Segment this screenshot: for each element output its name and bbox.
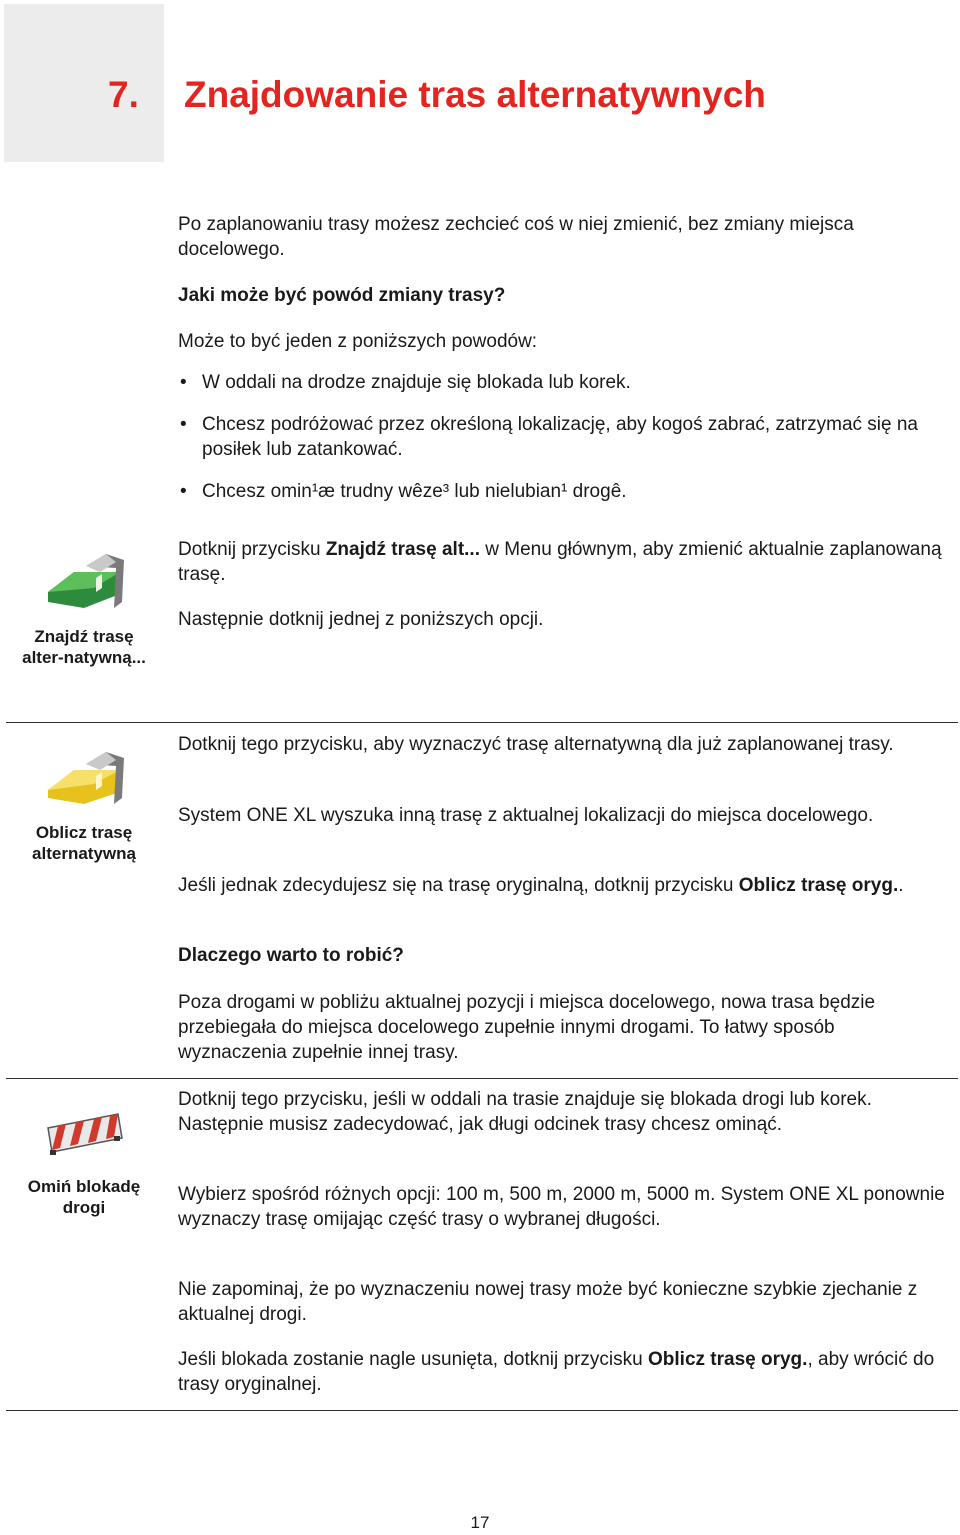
original-route-button-ref: Oblicz trasę oryg. bbox=[648, 1349, 808, 1370]
find-alternative-caption: Znajdź trasę alter-natywną... bbox=[22, 627, 146, 667]
block-paragraph-4 bbox=[178, 1347, 948, 1397]
bullet-dot: • bbox=[180, 414, 187, 435]
chapter-title-text: Znajdowanie tras alternatywnych bbox=[184, 74, 766, 115]
calc-paragraph-4: Poza drogami w pobliżu aktualnej pozycji i miejsca docelowego, nowa trasa będzie przebiegała do miejsca docelowego zupełnie innymi drogami. To łatwy sposób wyznaczenia zupełnie innej trasy. bbox=[178, 992, 876, 1063]
find-paragraph-1 bbox=[178, 537, 948, 587]
bullet-text: Chcesz podróżować przez określoną lokalizację, aby kogoś zabrać, zatrzymać się na posiłek lub zatankować. bbox=[202, 414, 918, 460]
block-paragraph-2: Wybierz spośród różnych opcji: 100 m, 500 m, 2000 m, 5000 m. System ONE XL ponownie wyznaczy trasę omijając część trasy o wybranej długości. bbox=[178, 1184, 945, 1230]
calc-paragraph-2: System ONE XL wyszuka inną trasę z aktualnej lokalizacji do miejsca docelowego. bbox=[178, 805, 874, 826]
find-paragraph-2: Następnie dotknij jednej z poniższych opcji. bbox=[178, 609, 544, 630]
section-divider bbox=[6, 722, 958, 723]
text-run: w Menu głównym, aby zmienić aktualnie zaplanowaną trasę. bbox=[178, 539, 942, 585]
bullet-item bbox=[178, 412, 948, 462]
bullet-dot: • bbox=[180, 372, 187, 393]
find-alt-button-ref: Znajdź trasę alt... bbox=[325, 539, 480, 560]
text-run: Dotknij przycisku bbox=[178, 539, 326, 560]
roadblock-icon[interactable] bbox=[44, 1110, 126, 1156]
reasons-intro: Może to być jeden z poniższych powodów: bbox=[178, 331, 538, 352]
text-run: Jeśli jednak zdecydujesz się na trasę oryginalną, dotknij przycisku bbox=[178, 875, 739, 896]
calculate-alternative-icon[interactable] bbox=[46, 750, 126, 806]
text-run: . bbox=[898, 875, 904, 896]
section-divider bbox=[6, 1410, 958, 1411]
bullet-item bbox=[178, 370, 948, 395]
bullet-item bbox=[178, 479, 948, 504]
text-run: Jeśli blokada zostanie nagle usunięta, dotknij przycisku bbox=[178, 1349, 648, 1370]
original-route-button-ref: Oblicz trasę oryg. bbox=[738, 875, 899, 896]
intro-paragraph: Po zaplanowaniu trasy możesz zechcieć coś w niej zmienić, bez zmiany miejsca docelowego. bbox=[178, 214, 854, 260]
bullet-dot: • bbox=[180, 481, 187, 502]
text-run: , aby wrócić do trasy oryginalnej. bbox=[178, 1349, 935, 1395]
page-number: 17 bbox=[470, 1513, 490, 1532]
calc-question: Dlaczego warto to robić? bbox=[178, 945, 404, 966]
calculate-alternative-caption: Oblicz trasę alternatywną bbox=[32, 823, 136, 863]
bullet-text: W oddali na drodze znajduje się blokada lub korek. bbox=[202, 372, 631, 393]
block-paragraph-1: Dotknij tego przycisku, jeśli w oddali na trasie znajduje się blokada drogi lub korek. Następnie musisz zadecydować, jak długi odcinek trasy chcesz ominąć. bbox=[178, 1089, 872, 1135]
chapter-title bbox=[108, 72, 766, 118]
bullet-text: Chcesz omin¹æ trudny wêze³ lub nielubian¹ drogê. bbox=[202, 481, 627, 502]
chapter-number: 7. bbox=[108, 74, 139, 115]
intro-question: Jaki może być powód zmiany trasy? bbox=[178, 285, 506, 306]
block-paragraph-3: Nie zapominaj, że po wyznaczeniu nowej trasy może być konieczne szybkie zjechanie z aktualnej drogi. bbox=[178, 1279, 918, 1325]
avoid-roadblock-caption: Omiń blokadę drogi bbox=[27, 1177, 141, 1217]
section-divider bbox=[6, 1078, 958, 1079]
calc-paragraph-3 bbox=[178, 873, 948, 898]
calc-paragraph-1: Dotknij tego przycisku, aby wyznaczyć trasę alternatywną dla już zaplanowanej trasy. bbox=[178, 734, 894, 755]
find-alternative-route-icon[interactable] bbox=[44, 552, 128, 610]
